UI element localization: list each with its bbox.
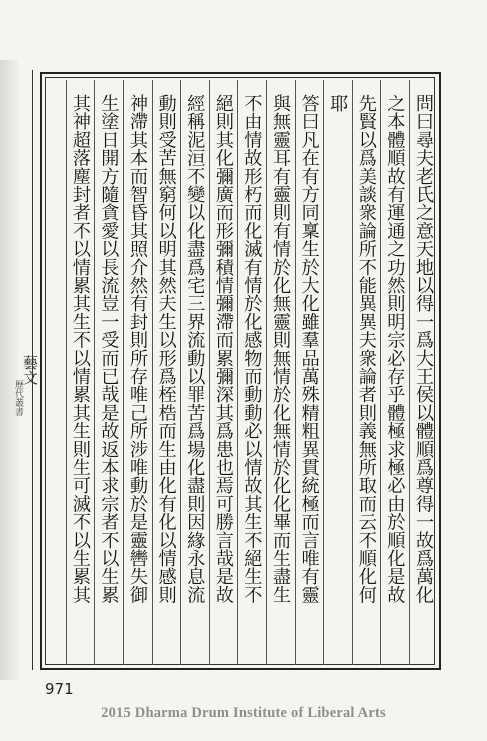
text-column: 動則受苦無窮何以明其然夫生以形爲桎梏而生由化有化以情感則 (155, 94, 177, 604)
text-column: 問曰尋夫老氏之意天地以得一爲大王侯以體順爲尊得一故爲萬化 (413, 94, 434, 604)
column-rule (152, 80, 153, 665)
page-number: 971 (45, 680, 74, 698)
text-column: 答曰凡在有方同稟生於大化雖羣品萬殊精粗異貫統極而言唯有靈 (298, 94, 320, 604)
text-column: 先賢以爲美談衆論所不能異異夫衆論者則義無所取而云不順化何 (355, 94, 377, 604)
text-column: 之本體順故有運通之功然則明宗必存乎體極求極必由於順化是故 (384, 94, 406, 604)
column-rule (352, 80, 353, 665)
text-column: 經稱泥洹不變以化盡爲宅三界流動以罪苦爲場化盡則因緣永息流 (184, 94, 206, 604)
text-column: 生塗日開方隨貪愛以長流豈一受而已哉是故返本求宗者不以生累 (98, 94, 120, 604)
text-column: 絕則其化彌廣而形彌積情彌滯而累彌深其爲患也焉可勝言哉是故 (212, 94, 234, 604)
column-rule (180, 80, 181, 665)
column-rule (380, 80, 381, 665)
column-rule (94, 80, 95, 665)
binding-edge (0, 60, 18, 680)
column-rule (66, 80, 67, 665)
text-column: 不由情故形朽而化滅有情於化感物而動動必以情故其生不絕生不 (241, 94, 263, 604)
text-column: 與無靈耳有靈則有情於化無靈則無情於化無情於化化畢而生盡生 (270, 94, 291, 604)
column-rule (209, 80, 210, 665)
text-column: 神滯其本而智昏其照介然有封則所存唯己所涉唯動於是靈轡失御 (127, 94, 148, 604)
column-rule (409, 80, 410, 665)
text-column: 耶 (327, 94, 349, 113)
column-rule (323, 80, 324, 665)
column-rule (266, 80, 267, 665)
column-rule (295, 80, 296, 665)
margin-title: 藝文 (21, 355, 39, 385)
margin-subtitle: 歷代叢書 (13, 380, 23, 416)
text-column: 其神超落塵封者不以情累其生不以情累其生則生可滅不以生累其 (69, 94, 91, 604)
column-rule (237, 80, 238, 665)
column-rule (123, 80, 124, 665)
watermark: 2015 Dharma Drum Institute of Liberal Arts (101, 705, 386, 721)
